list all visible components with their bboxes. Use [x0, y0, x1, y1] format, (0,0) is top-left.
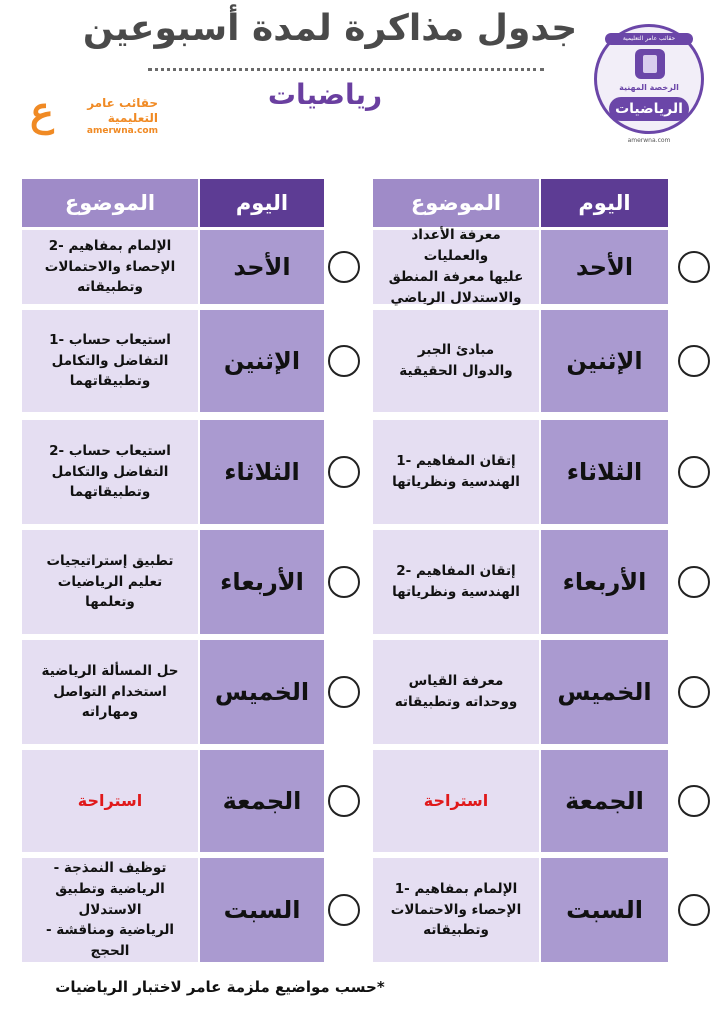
badge-caption: الرخصة المهنية	[619, 83, 679, 92]
column-header-topic: الموضوع	[22, 179, 198, 227]
checkbox-circle[interactable]	[328, 894, 360, 926]
topic-cell: استراحة	[22, 750, 198, 852]
day-cell: الأحد	[200, 230, 324, 304]
subject-heading: رياضيات	[267, 78, 383, 111]
page-title: جدول مذاكرة لمدة أسبوعين	[82, 8, 578, 49]
day-cell: الجمعة	[541, 750, 668, 852]
brand-tagline: التعليمية	[107, 111, 158, 125]
brand-site: amerwna.com	[86, 126, 158, 136]
calculator-icon	[635, 49, 665, 79]
topic-cell: 1- إتقان المفاهيم الهندسية ونظرياتها	[373, 420, 539, 524]
brand-logo	[30, 88, 160, 138]
footnote: *حسب مواضيع ملزمة عامر لاختبار الرياضيات	[55, 978, 385, 996]
day-cell: الجمعة	[200, 750, 324, 852]
column-header-day: اليوم	[541, 179, 668, 227]
topic-cell: تطبيق إستراتيجيات تعليم الرياضيات وتعلمها	[22, 530, 198, 634]
topic-cell: معرفة القياس ووحداته وتطبيقاته	[373, 640, 539, 744]
checkbox-circle[interactable]	[328, 345, 360, 377]
checkbox-circle[interactable]	[328, 785, 360, 817]
day-cell: الأربعاء	[541, 530, 668, 634]
column-header-day: اليوم	[200, 179, 324, 227]
checkbox-circle[interactable]	[678, 456, 710, 488]
day-cell: الأربعاء	[200, 530, 324, 634]
badge-site: amerwna.com	[627, 137, 671, 144]
brand-name: حقائب عامر	[87, 96, 158, 110]
day-cell: الثلاثاء	[200, 420, 324, 524]
day-cell: الخميس	[541, 640, 668, 744]
badge-name: الرياضيات	[609, 97, 689, 121]
checkbox-circle[interactable]	[678, 345, 710, 377]
day-cell: الإثنين	[200, 310, 324, 412]
checkbox-circle[interactable]	[328, 456, 360, 488]
checkbox-circle[interactable]	[678, 676, 710, 708]
column-header-topic: الموضوع	[373, 179, 539, 227]
checkbox-circle[interactable]	[678, 894, 710, 926]
day-cell: السبت	[200, 858, 324, 962]
checkbox-circle[interactable]	[328, 566, 360, 598]
topic-cell: استراحة	[373, 750, 539, 852]
brand-glyph-icon: ع	[30, 88, 54, 135]
day-cell: السبت	[541, 858, 668, 962]
day-cell: الأحد	[541, 230, 668, 304]
topic-cell: 2- إتقان المفاهيم الهندسية ونظرياتها	[373, 530, 539, 634]
day-cell: الخميس	[200, 640, 324, 744]
checkbox-circle[interactable]	[328, 251, 360, 283]
day-cell: الإثنين	[541, 310, 668, 412]
topic-cell: - توظيف النمذجة الرياضية وتطبيق الاستدلال - الرياضية ومناقشة الحجج	[22, 858, 198, 962]
day-cell: الثلاثاء	[541, 420, 668, 524]
topic-cell: مبادئ الجبر والدوال الحقيقية	[373, 310, 539, 412]
checkbox-circle[interactable]	[328, 676, 360, 708]
topic-cell: 1- الإلمام بمفاهيم الإحصاء والاحتمالات وتطبيقاته	[373, 858, 539, 962]
topic-cell: 2- الإلمام بمفاهيم الإحصاء والاحتمالات وتطبيقاته	[22, 230, 198, 304]
badge-ribbon: حقائب عامر التعليمية	[605, 33, 693, 45]
topic-cell: 2- استيعاب حساب التفاضل والتكامل وتطبيقاتهما	[22, 420, 198, 524]
topic-cell: 1- استيعاب حساب التفاضل والتكامل وتطبيقاتهما	[22, 310, 198, 412]
checkbox-circle[interactable]	[678, 251, 710, 283]
checkbox-circle[interactable]	[678, 785, 710, 817]
title-divider	[148, 68, 544, 71]
license-badge-logo	[594, 24, 704, 134]
checkbox-circle[interactable]	[678, 566, 710, 598]
topic-cell: معرفة الأعداد والعمليات عليها معرفة المنطق والاستدلال الرياضي	[373, 230, 539, 304]
topic-cell: حل المسألة الرياضية استخدام التواصل ومهاراته	[22, 640, 198, 744]
